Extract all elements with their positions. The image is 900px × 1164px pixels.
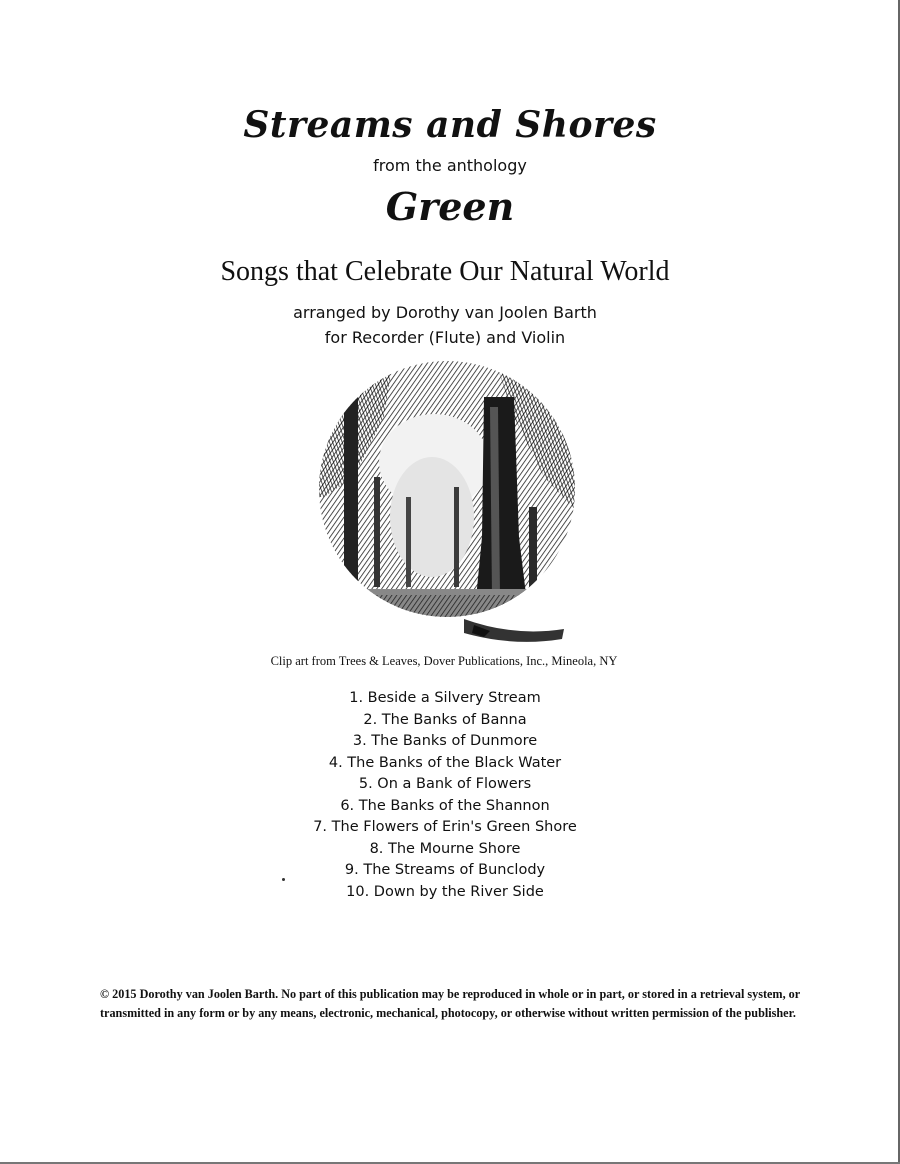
song-item: 1. Beside a Silvery Stream	[349, 690, 541, 706]
song-item: 9. The Streams of Bunclody	[344, 862, 546, 878]
instrumentation-line: for Recorder (Flute) and Violin	[324, 328, 566, 347]
forest-engraving-icon	[314, 357, 582, 649]
credits	[0, 300, 890, 350]
song-list	[0, 688, 890, 903]
image-caption: Clip art from Trees & Leaves, Dover Publications, Inc., Mineola, NY	[270, 654, 618, 668]
title: Streams and Shores	[243, 104, 657, 146]
scan-speck	[282, 878, 285, 881]
song-item: 4. The Banks of the Black Water	[328, 754, 562, 771]
song-item: 6. The Banks of the Shannon	[340, 797, 550, 814]
song-item: 8. The Mourne Shore	[369, 840, 521, 857]
copyright-notice: © 2015 Dorothy van Joolen Barth. No part of this publication may be reproduced in whole or in part, or stored in a retrieval system, or transmitted in any form or by any means, electronic, mechanical, photocopy, or otherwise without written permission of the publisher.	[100, 987, 800, 1020]
arranger-line: arranged by Dorothy van Joolen Barth	[293, 303, 597, 322]
song-item: 2. The Banks of Banna	[363, 711, 527, 728]
song-item: 7. The Flowers of Erin's Green Shore	[313, 819, 577, 835]
song-item: 3. The Banks of Dunmore	[352, 733, 538, 749]
song-item: 10. Down by the River Side	[346, 883, 544, 900]
song-item: 5. On a Bank of Flowers	[358, 776, 532, 792]
anthology-title: Green	[385, 184, 515, 229]
from-line: from the anthology	[373, 156, 527, 175]
subtitle: Songs that Celebrate Our Natural World	[220, 256, 670, 287]
